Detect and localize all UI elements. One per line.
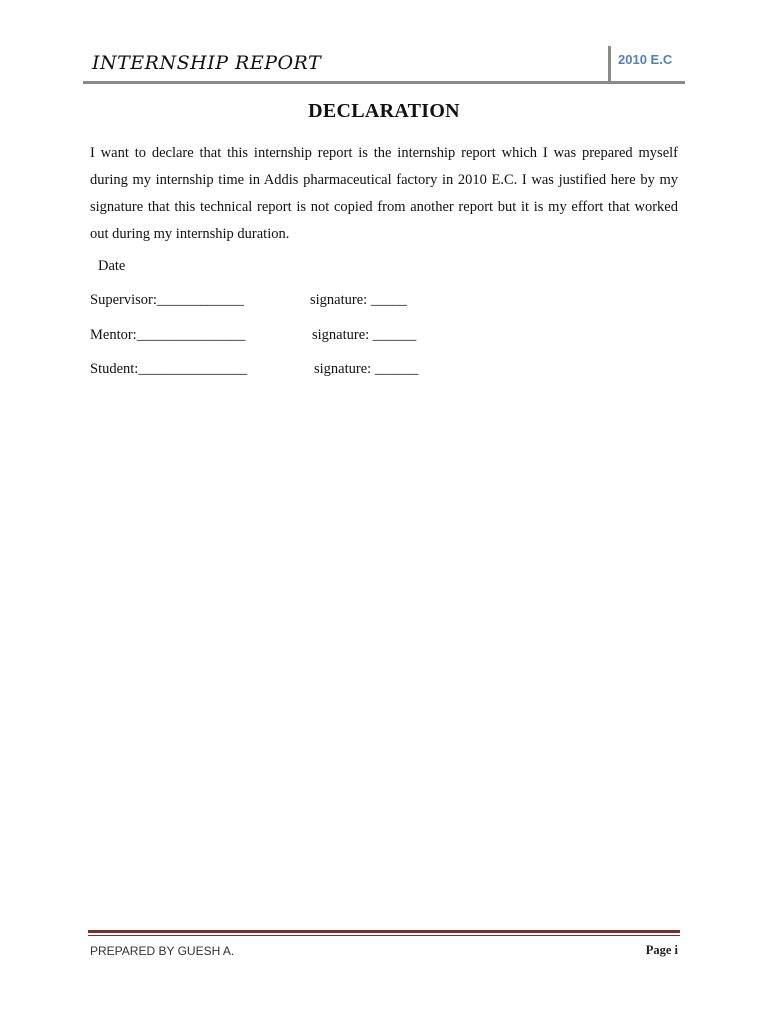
student-label: Student:_______________ — [90, 361, 248, 377]
header-year: 2010 E.C — [618, 52, 673, 67]
footer-rule — [88, 930, 680, 933]
header-divider — [608, 46, 611, 82]
mentor-label: Mentor:_______________ — [90, 327, 246, 343]
date-label: Date — [98, 258, 126, 274]
declaration-paragraph: I want to declare that this internship report is the internship report which I was prepared myself during my internship time in Addis pharmaceutical factory in 2010 E.C. I was justified here by my signature that this technical report is not copied from another report but it is my effort that worked out during my internship duration. — [90, 145, 678, 242]
mentor-signature: signature: ______ — [312, 327, 417, 343]
footer-rule-thin — [88, 935, 680, 936]
header-rule — [83, 81, 685, 84]
page-title: DECLARATION — [308, 100, 460, 122]
footer-prepared-by: PREPARED BY GUESH A. — [90, 944, 235, 958]
header-title: INTERNSHIP REPORT — [92, 52, 322, 74]
student-signature: signature: ______ — [314, 361, 419, 377]
footer-page-number: Page i — [645, 943, 678, 957]
supervisor-signature: signature: _____ — [310, 292, 408, 308]
supervisor-label: Supervisor:____________ — [90, 292, 244, 308]
